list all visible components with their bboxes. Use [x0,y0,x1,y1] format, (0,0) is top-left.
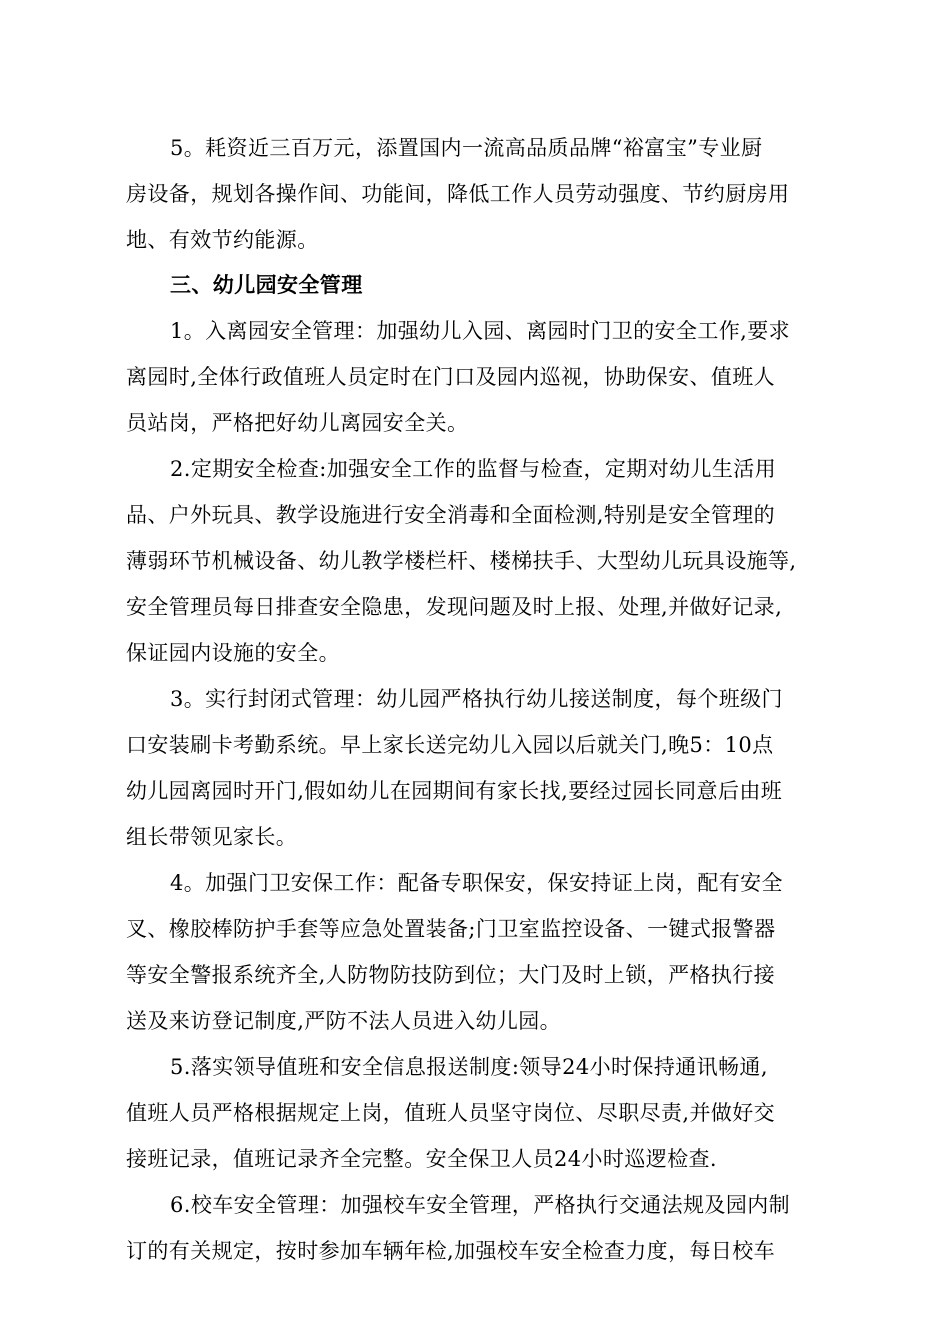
paragraph-5-line-3: 接班记录，值班记录齐全完整。安全保卫人员24小时巡逻检查. [126,1147,717,1171]
paragraph-5-kitchen-line-1: 5。耗资近三百万元，添置国内一流高品质品牌“裕富宝”专业厨 [170,136,763,160]
paragraph-2-line-1: 2.定期安全检查:加强安全工作的监督与检查，定期对幼儿生活用 [170,457,777,481]
section-heading-safety: 三、幼儿园安全管理 [170,272,363,297]
paragraph-3-line-4: 组长带领见家长。 [126,825,298,849]
paragraph-4-line-1: 4。加强门卫安保工作：配备专职保安，保安持证上岗，配有安全 [170,871,783,895]
paragraph-2-line-3: 薄弱环节机械设备、幼儿教学楼栏杆、楼梯扶手、大型幼儿玩具设施等, [126,549,797,573]
paragraph-2-line-4: 安全管理员每日排查安全隐患，发现问题及时上报、处理,并做好记录, [126,595,783,619]
paragraph-3-line-3: 幼儿园离园时开门,假如幼儿在园期间有家长找,要经过园长同意后由班 [126,779,783,803]
paragraph-1-line-1: 1。入离园安全管理：加强幼儿入园、离园时门卫的安全工作,要求 [170,319,791,343]
paragraph-2-line-2: 品、户外玩具、教学设施进行安全消毒和全面检测,特别是安全管理的 [126,503,776,527]
paragraph-5-line-1: 5.落实领导值班和安全信息报送制度:领导24小时保持通讯畅通, [170,1055,768,1079]
paragraph-5-kitchen-line-3: 地、有效节约能源。 [126,228,319,252]
paragraph-6-line-2: 订的有关规定，按时参加车辆年检,加强校车安全检查力度，每日校车 [126,1239,776,1263]
paragraph-3-line-1: 3。实行封闭式管理：幼儿园严格执行幼儿接送制度，每个班级门 [170,687,783,711]
paragraph-1-line-2: 离园时,全体行政值班人员定时在门口及园内巡视，协助保安、值班人 [126,365,776,389]
paragraph-5-line-2: 值班人员严格根据规定上岗，值班人员坚守岗位、尽职尽责,并做好交 [126,1101,776,1125]
paragraph-2-line-5: 保证园内设施的安全。 [126,641,340,665]
paragraph-3-line-2: 口安装刷卡考勤系统。早上家长送完幼儿入园以后就关门,晚5：10点 [126,733,774,757]
paragraph-4-line-3: 等安全警报系统齐全,人防物防技防到位；大门及时上锁，严格执行接 [126,963,776,987]
paragraph-5-kitchen-line-2: 房设备，规划各操作间、功能间，降低工作人员劳动强度、节约厨房用 [126,182,790,206]
paragraph-4-line-4: 送及来访登记制度,严防不法人员进入幼儿园。 [126,1009,562,1033]
paragraph-1-line-3: 员站岗，严格把好幼儿离园安全关。 [126,411,469,435]
paragraph-6-line-1: 6.校车安全管理：加强校车安全管理，严格执行交通法规及园内制 [170,1193,791,1217]
paragraph-4-line-2: 叉、橡胶棒防护手套等应急处置装备;门卫室监控设备、一键式报警器 [126,917,776,941]
